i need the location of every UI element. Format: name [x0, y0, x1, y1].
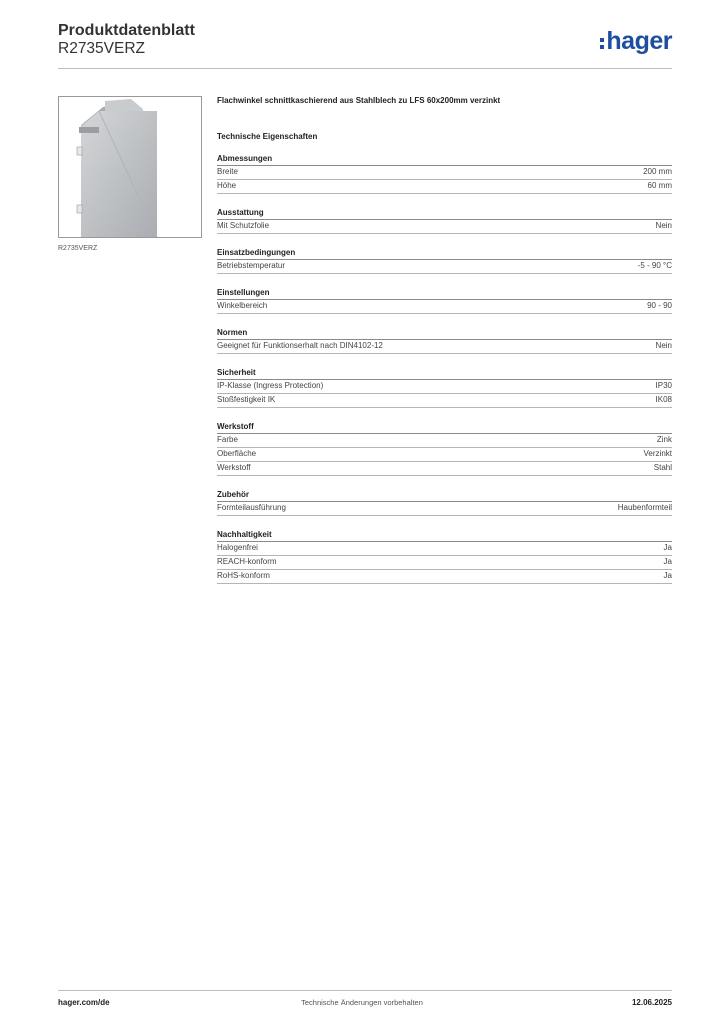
spec-row [217, 340, 672, 354]
product-content [217, 96, 672, 584]
spec-label: Farbe [217, 435, 238, 444]
spec-label: Oberfläche [217, 449, 257, 458]
spec-row [217, 448, 672, 462]
spec-label: Formteilausführung [217, 503, 286, 512]
product-image [58, 96, 202, 238]
spec-value: Nein [655, 221, 672, 230]
spec-value: Zink [656, 435, 672, 444]
spec-row [217, 556, 672, 570]
section-heading: Abmessungen [217, 153, 672, 166]
section-heading: Einsatzbedingungen [217, 247, 672, 260]
spec-value: 90 - 90 [647, 301, 672, 310]
spec-value: IK08 [655, 395, 672, 404]
spec-label: Geeignet für Funktionserhalt nach DIN4102-12 [217, 341, 383, 350]
logo-dots-icon [600, 38, 604, 49]
footer-website: hager.com/de [58, 998, 110, 1007]
footer-date: 12.06.2025 [631, 998, 672, 1007]
spec-section [217, 327, 672, 354]
spec-label: Betriebstemperatur [217, 261, 286, 270]
spec-section [217, 287, 672, 314]
spec-section [217, 207, 672, 234]
spec-section [217, 421, 672, 476]
spec-row [217, 300, 672, 314]
spec-value: Ja [663, 571, 672, 580]
footer-divider [58, 990, 672, 991]
spec-row [217, 394, 672, 408]
header-divider [58, 68, 672, 69]
spec-value: Haubenformteil [617, 503, 672, 512]
spec-value: Ja [663, 557, 672, 566]
logo-text: hager [606, 26, 672, 55]
spec-sections [217, 153, 672, 584]
product-description: Flachwinkel schnittkaschierend aus Stahlblech zu LFS 60x200mm verzinkt [217, 96, 501, 105]
spec-label: RoHS-konform [217, 571, 270, 580]
spec-value: 200 mm [643, 167, 672, 176]
spec-value: Nein [655, 341, 672, 350]
product-photo-icon [59, 97, 201, 237]
spec-section [217, 247, 672, 274]
spec-value: Verzinkt [643, 449, 672, 458]
spec-label: Breite [217, 167, 238, 176]
spec-section [217, 367, 672, 408]
spec-row [217, 180, 672, 194]
hager-logo [600, 24, 672, 58]
section-heading: Einstellungen [217, 287, 672, 300]
spec-label: Werkstoff [217, 463, 251, 472]
spec-row [217, 166, 672, 180]
spec-row [217, 220, 672, 234]
spec-label: REACH-konform [217, 557, 277, 566]
spec-section [217, 489, 672, 516]
section-heading: Normen [217, 327, 672, 340]
spec-value: IP30 [655, 381, 672, 390]
section-heading: Zubehör [217, 489, 672, 502]
spec-row [217, 434, 672, 448]
product-number: R2735VERZ [58, 40, 146, 57]
footer-disclaimer: Technische Änderungen vorbehalten [301, 998, 423, 1007]
spec-section [217, 529, 672, 584]
image-caption: R2735VERZ [58, 245, 98, 252]
page-title: Produktdatenblatt [58, 22, 195, 39]
spec-label: Höhe [217, 181, 237, 190]
spec-label: Stoßfestigkeit IK [217, 395, 276, 404]
spec-value: Ja [663, 543, 672, 552]
spec-row [217, 260, 672, 274]
section-heading: Sicherheit [217, 367, 672, 380]
section-heading: Nachhaltigkeit [217, 529, 672, 542]
section-heading: Ausstattung [217, 207, 672, 220]
spec-row [217, 542, 672, 556]
section-heading: Werkstoff [217, 421, 672, 434]
spec-value: 60 mm [647, 181, 672, 190]
spec-label: IP-Klasse (Ingress Protection) [217, 381, 324, 390]
spec-value: Stahl [653, 463, 672, 472]
spec-section [217, 153, 672, 194]
spec-label: Winkelbereich [217, 301, 268, 310]
spec-value: -5 - 90 °C [637, 261, 672, 270]
spec-row [217, 462, 672, 476]
tech-properties-heading: Technische Eigenschaften [217, 132, 318, 141]
spec-label: Halogenfrei [217, 543, 258, 552]
spec-row [217, 502, 672, 516]
spec-row [217, 380, 672, 394]
spec-row [217, 570, 672, 584]
spec-label: Mit Schutzfolie [217, 221, 270, 230]
